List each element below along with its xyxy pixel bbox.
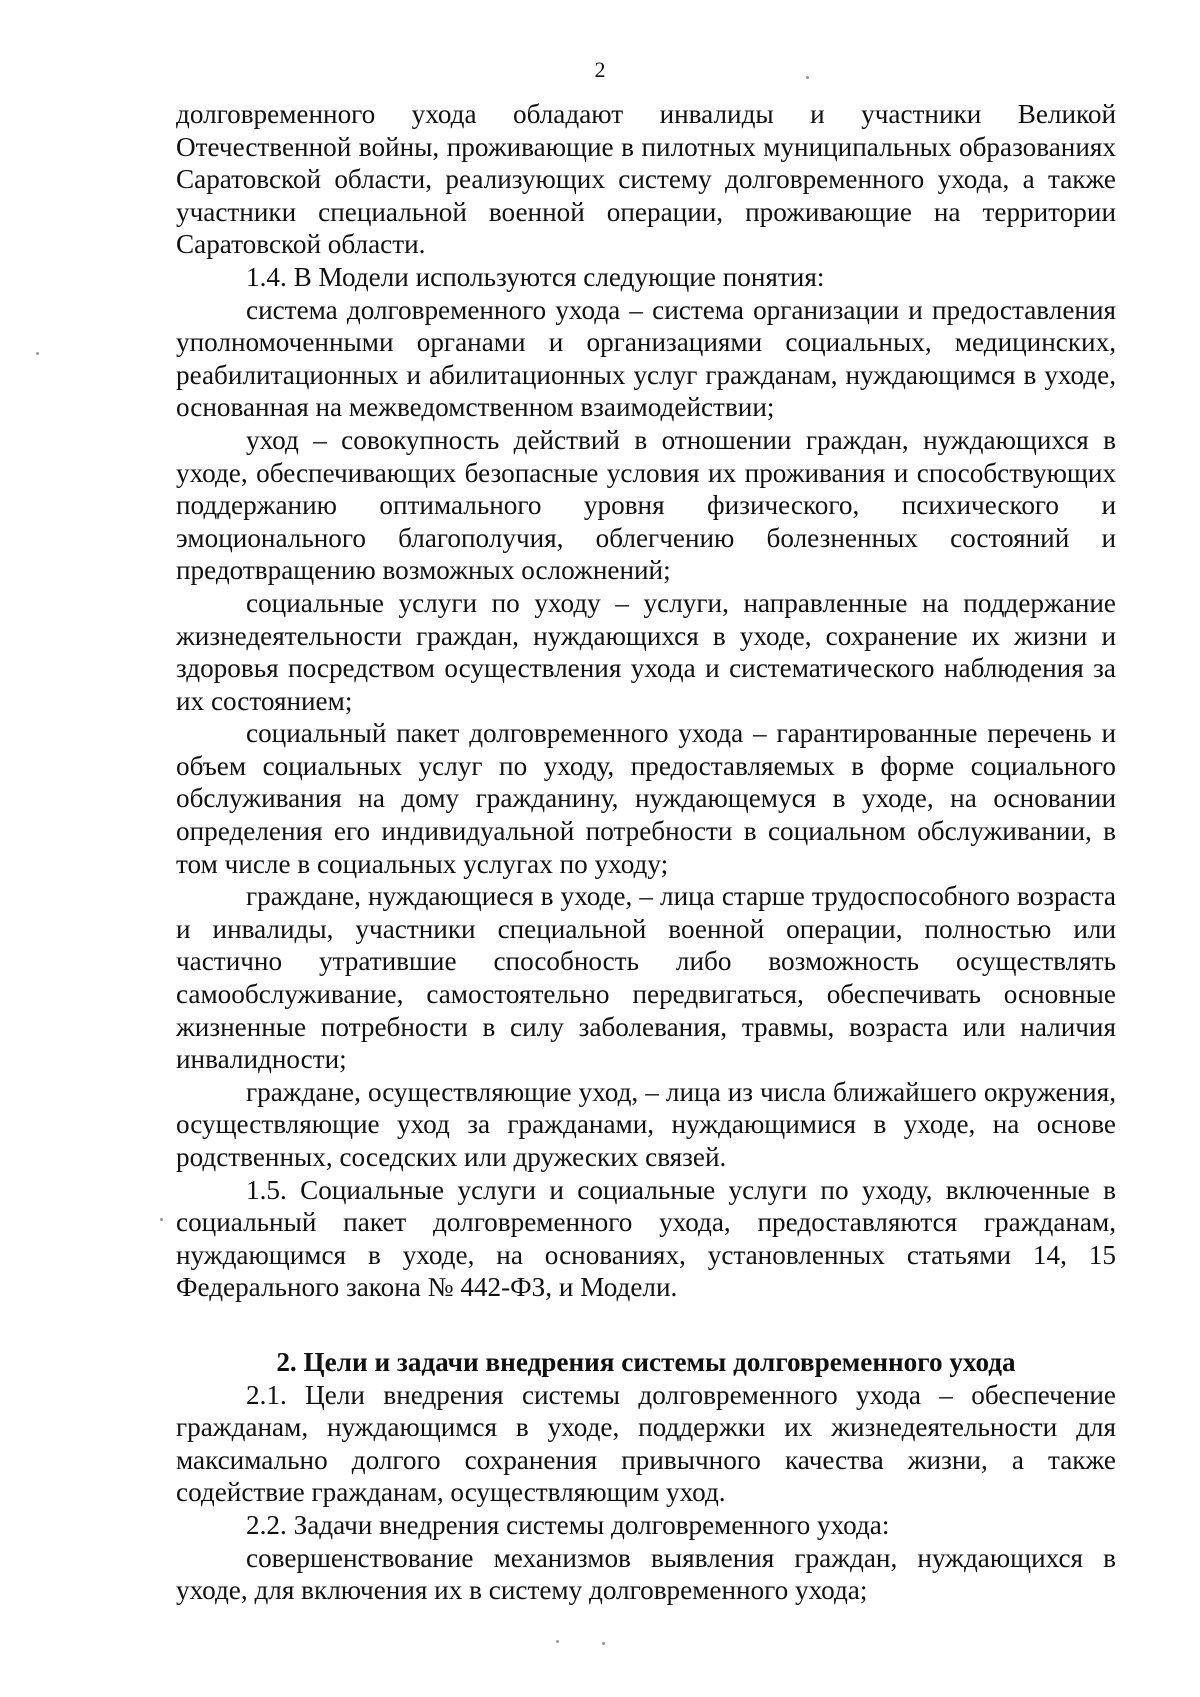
paragraph: социальный пакет долговременного ухода – гарантированные перечень и объем социальных услуг по уходу, предоставляемых в форме социального обслуживания на дому гражданину, нуждающемуся в уходе, на основании определения его индивидуальной потребности в социальном обслуживании, в том числе в социальных услугах по уходу; <box>176 718 1116 879</box>
paragraph: 2.2. Задачи внедрения системы долговременного ухода: <box>246 1509 890 1540</box>
section-2-body <box>176 1379 1116 1607</box>
paragraph: граждане, нуждающиеся в уходе, – лица старше трудоспособного возраста и инвалиды, участники специальной военной операции, полностью или частично утратившие способность либо возможность осуществлять самообслуживание, самостоятельно передвигаться, обеспечивать основные жизненные потребности в силу заболевания, травмы, возраста или наличия инвалидности; <box>176 881 1116 1075</box>
paragraph: 1.5. Социальные услуги и социальные услуги по уходу, включенные в социальный пакет долговременного ухода, предоставляются гражданам, нуждающимся в уходе, на основаниях, установленных статьями 14, 15 Федерального закона № 442-ФЗ, и Модели. <box>176 1174 1116 1303</box>
scan-speck <box>556 1640 559 1643</box>
scan-speck <box>36 352 39 355</box>
page-number: 2 <box>594 57 606 82</box>
scan-speck <box>806 76 809 79</box>
section-heading: 2. Цели и задачи внедрения системы долговременного ухода <box>276 1346 1016 1377</box>
section-1-continuation <box>176 98 1116 1304</box>
paragraph: долговременного ухода обладают инвалиды и участники Великой Отечественной войны, проживающие в пилотных муниципальных образованиях Саратовской области, реализующих систему долговременного ухода, а также участники специальной военной операции, проживающие на территории Саратовской области. <box>176 99 1116 260</box>
paragraph: 2.1. Цели внедрения системы долговременного ухода – обеспечение гражданам, нуждающимся в уходе, поддержки их жизнедеятельности для максимально долгого сохранения привычного качества жизни, а также содействие гражданам, осуществляющим уход. <box>176 1379 1116 1508</box>
paragraph: социальные услуги по уходу – услуги, направленные на поддержание жизнедеятельности граждан, нуждающихся в уходе, сохранение их жизни и здоровья посредством осуществления ухода и систематического наблюдения за их состоянием; <box>176 587 1116 716</box>
document-body <box>176 98 1116 1607</box>
paragraph: система долговременного ухода – система организации и предоставления уполномоченными органами и организациями социальных, медицинских, реабилитационных и абилитационных услуг гражданам, нуждающимся в уходе, основанная на межведомственном взаимодействии; <box>176 294 1116 423</box>
paragraph: уход – совокупность действий в отношении граждан, нуждающихся в уходе, обеспечивающих безопасные условия их проживания и способствующих поддержанию оптимального уровня физического, психического и эмоционального благополучия, облегчению болезненных состояний и предотвращению возможных осложнений; <box>176 424 1116 586</box>
scan-speck <box>160 1218 163 1221</box>
paragraph: граждане, осуществляющие уход, – лица из числа ближайшего окружения, осуществляющие уход за гражданами, нуждающимися в уходе, на основе родственных, соседских или дружеских связей. <box>176 1076 1116 1172</box>
paragraph: 1.4. В Модели используются следующие понятия: <box>246 261 825 292</box>
scan-speck <box>602 1642 605 1645</box>
paragraph: совершенствование механизмов выявления граждан, нуждающихся в уходе, для включения их в систему долговременного ухода; <box>176 1542 1116 1606</box>
